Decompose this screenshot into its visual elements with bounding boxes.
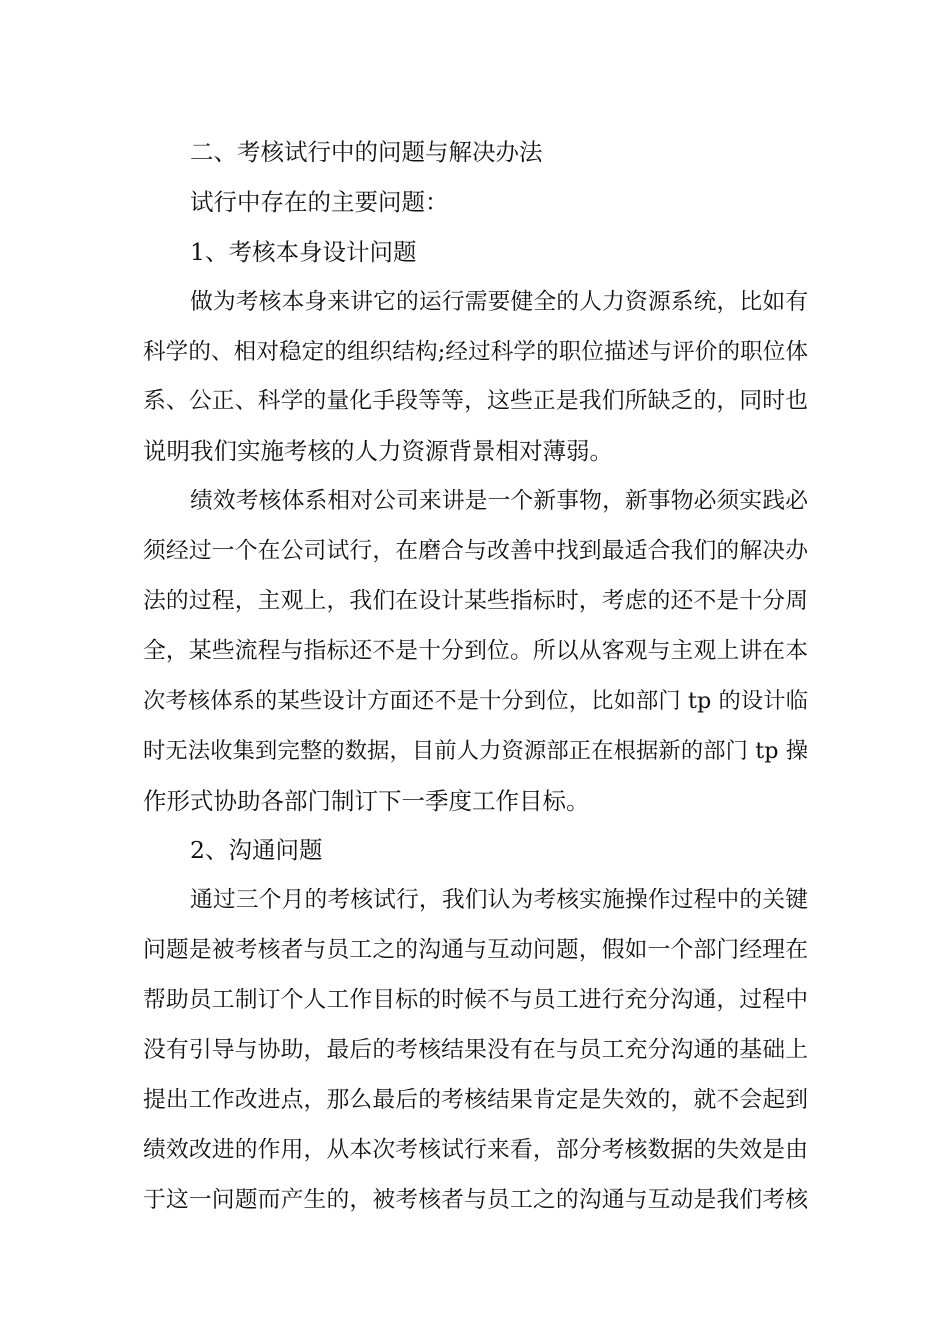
para2-line: 须经过一个在公司试行，在磨合与改善中找到最适合我们的解决办 xyxy=(143,538,808,565)
para2-line: 全，某些流程与指标还不是十分到位。所以从客观与主观上讲在本 xyxy=(143,637,808,664)
para3-line: 帮助员工制订个人工作目标的时候不与员工进行充分沟通，过程中 xyxy=(143,987,808,1014)
para1-line: 科学的、相对稳定的组织结构;经过科学的职位描述与评价的职位体 xyxy=(143,338,808,365)
para3-line: 提出工作改进点，那么最后的考核结果肯定是失效的，就不会起到 xyxy=(143,1086,808,1113)
para2-line: 法的过程，主观上，我们在设计某些指标时，考虑的还不是十分周 xyxy=(143,588,808,615)
section2-title: 2、沟通问题 xyxy=(190,836,323,865)
section1-title: 1、考核本身设计问题 xyxy=(190,237,417,266)
para1-line: 系、公正、科学的量化手段等等，这些正是我们所缺乏的，同时也 xyxy=(143,388,808,415)
document-body xyxy=(143,128,808,1226)
para3-line: 绩效改进的作用，从本次考核试行来看，部分考核数据的失效是由 xyxy=(143,1136,808,1163)
section-heading: 二、考核试行中的问题与解决办法 xyxy=(190,138,543,166)
para2-line: 绩效考核体系相对公司来讲是一个新事物，新事物必须实践必 xyxy=(190,488,808,515)
para2-line: 次考核体系的某些设计方面还不是十分到位，比如部门 tp 的设计临 xyxy=(143,687,808,714)
para1-line: 说明我们实施考核的人力资源背景相对薄弱。 xyxy=(143,437,613,466)
para2-line: 作形式协助各部门制订下一季度工作目标。 xyxy=(143,786,590,815)
para3-line: 于这一问题而产生的，被考核者与员工之的沟通与互动是我们考核 xyxy=(143,1186,808,1213)
intro-line: 试行中存在的主要问题： xyxy=(190,187,449,216)
para3-line: 通过三个月的考核试行，我们认为考核实施操作过程中的关键 xyxy=(190,887,808,914)
para1-line: 做为考核本身来讲它的运行需要健全的人力资源系统，比如有 xyxy=(190,288,808,315)
para3-line: 没有引导与协助，最后的考核结果没有在与员工充分沟通的基础上 xyxy=(143,1037,808,1064)
para3-line: 问题是被考核者与员工之的沟通与互动问题，假如一个部门经理在 xyxy=(143,937,808,964)
para2-line: 时无法收集到完整的数据，目前人力资源部正在根据新的部门 tp 操 xyxy=(143,737,808,764)
